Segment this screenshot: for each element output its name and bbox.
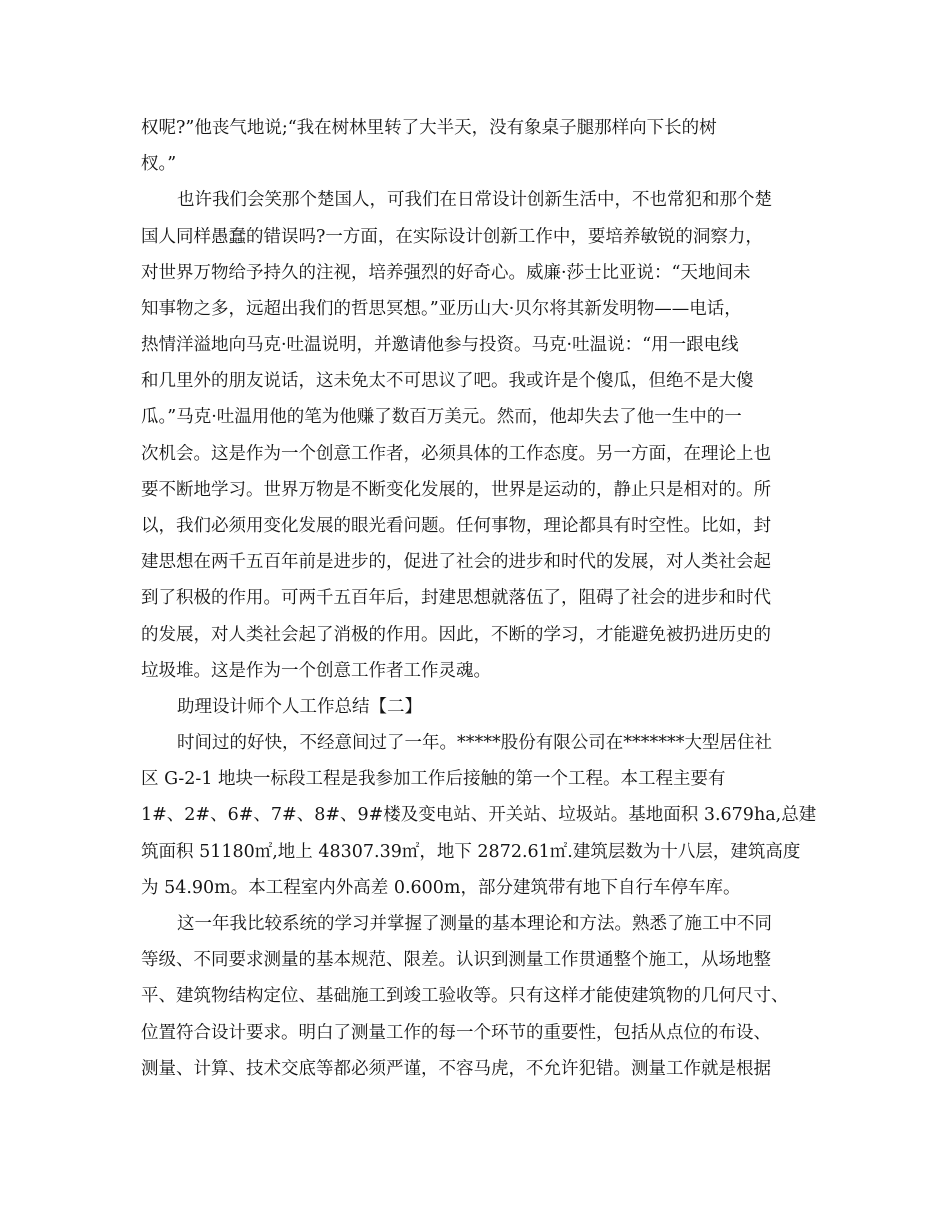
paragraph-line: 也许我们会笑那个楚国人，可我们在日常设计创新生活中，不也常犯和那个楚: [177, 190, 772, 210]
paragraph-line: 位置符合设计要求。明白了测量工作的每一个环节的重要性，包括从点位的布设、: [141, 1023, 771, 1043]
paragraph-line: 瓜。”马克·吐温用他的笔为他赚了数百万美元。然而，他却失去了他一生中的一: [141, 407, 742, 427]
paragraph-line: 的发展，对人类社会起了消极的作用。因此，不断的学习，才能避免被扔进历史的: [141, 625, 771, 645]
paragraph-line: 测量、计算、技术交底等都必须严谨，不容马虎，不允许犯错。测量工作就是根据: [141, 1059, 771, 1079]
paragraph-line: 为 54.90m。本工程室内外高差 0.600m，部分建筑带有地下自行车停车库。: [141, 878, 741, 898]
paragraph-line: 次机会。这是作为一个创意工作者，必须具体的工作态度。另一方面，在理论上也: [141, 444, 771, 464]
paragraph-line: 平、建筑物结构定位、基础施工到竣工验收等。只有这样才能使建筑物的几何尺寸、: [141, 986, 789, 1006]
paragraph-line: 区 G-2-1 地块一标段工程是我参加工作后接触的第一个工程。本工程主要有: [141, 769, 726, 789]
paragraph-line: 国人同样愚蠢的错误吗?一方面，在实际设计创新工作中，要培养敏锐的洞察力，: [141, 227, 763, 247]
paragraph-line: 知事物之多，远超出我们的哲思冥想。”亚历山大·贝尔将其新发明物——电话，: [141, 299, 742, 319]
paragraph-line: 到了积极的作用。可两千五百年后，封建思想就落伍了，阻碍了社会的进步和时代: [141, 588, 771, 608]
paragraph-line: 1#、2#、6#、7#、8#、9#楼及变电站、开关站、垃圾站。基地面积 3.679ha,总建: [141, 805, 817, 825]
paragraph-line: 建思想在两千五百年前是进步的，促进了社会的进步和时代的发展，对人类社会起: [141, 552, 771, 572]
paragraph-line: 筑面积 51180㎡,地上 48307.39㎡，地下 2872.61㎡.建筑层数为十八层，建筑高度: [141, 842, 801, 862]
paragraph-line: 等级、不同要求测量的基本规范、限差。认识到测量工作贯通整个施工，从场地整: [141, 950, 771, 970]
paragraph-line: 热情洋溢地向马克·吐温说明，并邀请他参与投资。马克·吐温说：“用一跟电线: [141, 335, 739, 355]
paragraph-line: 和几里外的朋友说话，这未免太不可思议了吧。我或许是个傻瓜，但绝不是大傻: [141, 371, 754, 391]
paragraph-line: 权呢?”他丧气地说;“我在树林里转了大半天，没有象桌子腿那样向下长的树: [141, 118, 717, 138]
paragraph-line: 以，我们必须用变化发展的眼光看问题。任何事物，理论都具有时空性。比如，封: [141, 516, 771, 536]
paragraph-line: 垃圾堆。这是作为一个创意工作者工作灵魂。: [141, 661, 491, 681]
paragraph-line: 要不断地学习。世界万物是不断变化发展的，世界是运动的，静止只是相对的。所: [141, 480, 771, 500]
paragraph-line: 这一年我比较系统的学习并掌握了测量的基本理论和方法。熟悉了施工中不同: [177, 914, 772, 934]
paragraph-line: 杈。”: [141, 154, 177, 174]
paragraph-line: 对世界万物给予持久的注视，培养强烈的好奇心。威廉·莎士比亚说：“天地间未: [141, 263, 751, 283]
section-heading: 助理设计师个人工作总结【二】: [177, 697, 422, 717]
paragraph-line: 时间过的好快，不经意间过了一年。*****股份有限公司在*******大型居住社: [177, 733, 772, 753]
